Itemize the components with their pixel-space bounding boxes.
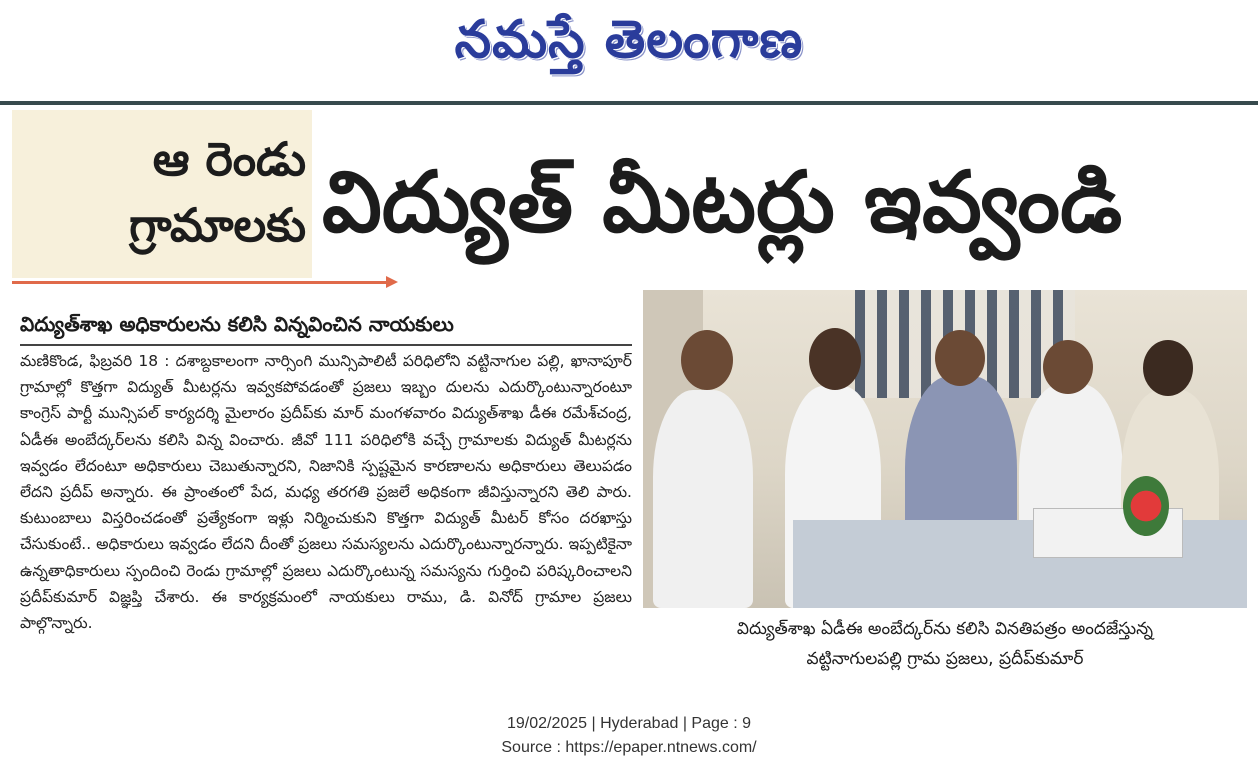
photo-caption-line2: వట్టినాగులపల్లి గ్రామ ప్రజలు, ప్రదీప్‌కుమార్ <box>806 649 1084 669</box>
masthead <box>0 0 1258 100</box>
source-link[interactable]: Source : https://epaper.ntnews.com/ <box>501 739 757 756</box>
footer <box>0 712 1258 760</box>
photo-person-head <box>681 330 733 390</box>
photo-person <box>653 390 753 608</box>
masthead-divider <box>0 101 1258 105</box>
photo-caption-line1: విద్యుత్‌శాఖ ఏడీఈ అంబేద్కర్‌ను కలిసి వినతిపత్రం అందజేస్తున్న <box>736 619 1154 639</box>
news-photo <box>643 290 1247 608</box>
photo-person-head <box>935 330 985 386</box>
accent-arrow-line <box>12 281 392 284</box>
photo-caption <box>643 614 1247 674</box>
kicker-text: ఆ రెండు గ్రామాలకు <box>129 132 306 252</box>
edition-info: 19/02/2025 | Hyderabad | Page : 9 <box>506 715 752 732</box>
subheadline: విద్యుత్‌శాఖ అధికారులను కలిసి విన్నవించిన నాయకులు <box>20 312 454 336</box>
article-body: మణికొండ, ఫిబ్రవరి 18 : దశాబ్దకాలంగా నార్సింగి మున్సిపాలిటీ పరిధిలోని వట్టినాగుల పల్లి, ఖానాపూర్ గ్రామాల్లో కొత్తగా విద్యుత్ మీటర్లను ఇవ్వకపోవడంతో ప్రజలు ఇబ్బం దులను ఎదుర్కొంటున్నారంటూ కాంగ్రెస్ పార్టీ మున్సిపల్ కార్యదర్శి మైలారం ప్రదీప్‌కు మార్ మంగళవారం విద్యుత్‌శాఖ డీఈ రమేశ్‌చంద్ర, ఏడీఈ అంబేద్కర్‌లను కలిసి విన్న వించారు. జీవో 111 పరిధిలోకి వచ్చే గ్రామాలకు విద్యుత్ మీటర్లను ఇవ్వడం లేదంటూ అధికారులు చెబుతున్నారని, నిజానికి స్పష్టమైన కారణాలను అధికారులు తెలుపడం లేదని ప్రదీప్ అన్నారు. ఈ ప్రాంతంలో పేద, మధ్య తరగతి ప్రజలే అధికంగా జీవిస్తున్నారని తెలి పారు. కుటుంబాలు విస్తరించడంతో ప్రత్యేకంగా ఇళ్లు నిర్మించుకుని కొత్తగా విద్యుత్ మీటర్ కోసం దరఖాస్తు చేసుకుంటే.. అధికారులు ఇవ్వడం లేదని దీంతో ప్రజలు సమస్యలను ఎదుర్కొంటున్నారన్నారు. ఇప్పటికైనా ఉన్నతాధికారులు స్పందించి రెండు గ్రామాల్లో ప్రజలు ఎదుర్కొంటున్న సమస్యను గుర్తించి పరిష్కరించాలని ప్రదీప్‌కుమార్ విజ్ఞప్తి చేశారు. ఈ కార్యక్రమంలో నాయకులు రాము, డి. వినోద్ గ్రామాల ప్రజలు పాల్గొన్నారు. <box>20 352 632 633</box>
kicker-box <box>12 110 312 278</box>
newspaper-logo: నమస్తే తెలంగాణ <box>454 9 804 70</box>
photo-person-head <box>1043 340 1093 394</box>
photo-person-head <box>809 328 861 390</box>
subheadline-divider <box>20 344 632 346</box>
photo-person-head <box>1143 340 1193 396</box>
headline: విద్యుత్ మీటర్లు ఇవ్వండి <box>322 153 1123 251</box>
accent-arrow-icon <box>386 276 398 288</box>
photo-flower-pot <box>1123 476 1169 536</box>
